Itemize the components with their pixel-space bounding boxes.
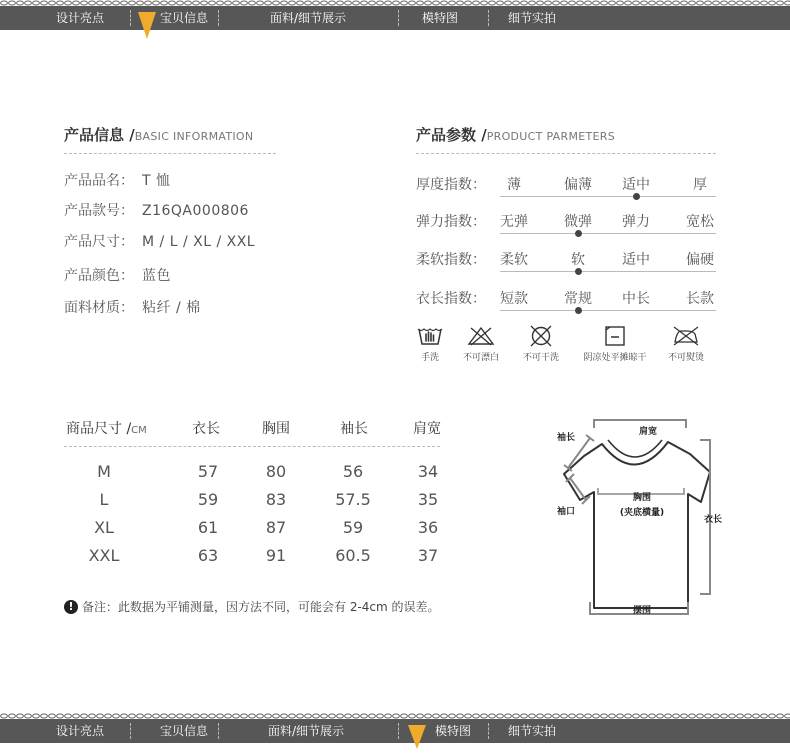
nav-tab-product-info[interactable]: 宝贝信息 bbox=[160, 724, 209, 738]
param-scale-line bbox=[500, 310, 716, 311]
size-value-cell: 59 bbox=[197, 490, 219, 509]
top-nav bbox=[0, 0, 790, 30]
size-note: ! 备注：此数据为平铺测量，因方法不同，可能会有 2-4cm 的误差。 bbox=[64, 598, 440, 615]
param-option: 弹力 bbox=[622, 214, 650, 230]
param-scale-line bbox=[500, 271, 716, 272]
col-header-sleeve: 袖长 bbox=[340, 421, 368, 437]
size-value-cell: 35 bbox=[417, 490, 439, 509]
size-value-cell: 57 bbox=[197, 462, 219, 481]
param-option: 薄 bbox=[507, 177, 521, 193]
param-selected-dot bbox=[575, 268, 582, 275]
nav-tab-model[interactable]: 模特图 bbox=[435, 724, 472, 738]
param-option: 适中 bbox=[622, 177, 650, 193]
param-selected-dot bbox=[575, 307, 582, 314]
dry-flat-shade-icon bbox=[603, 325, 627, 347]
bottom-nav bbox=[0, 713, 790, 743]
col-header-chest: 胸围 bbox=[262, 421, 290, 437]
param-option: 偏薄 bbox=[564, 177, 592, 193]
info-row-name: 产品品名： T 恤 bbox=[64, 173, 171, 189]
param-label: 厚度指数： bbox=[416, 177, 486, 193]
size-value-cell: 87 bbox=[265, 518, 287, 537]
label-length: 衣长 bbox=[703, 515, 723, 525]
size-label-cell: L bbox=[99, 490, 109, 509]
size-value-cell: 80 bbox=[265, 462, 287, 481]
nav-tab-fabric[interactable]: 面料/细节展示 bbox=[268, 724, 345, 738]
tshirt-measure-diagram bbox=[550, 414, 730, 624]
size-value-cell: 60.5 bbox=[335, 546, 371, 565]
param-label: 弹力指数： bbox=[416, 214, 486, 230]
param-option: 厚 bbox=[693, 177, 707, 193]
param-option: 适中 bbox=[622, 252, 650, 268]
param-option: 无弹 bbox=[500, 214, 528, 230]
care-dry-flat-shade: 阴凉处平摊晾干 bbox=[575, 325, 655, 363]
nav-tab-details[interactable]: 细节实拍 bbox=[508, 724, 557, 738]
label-shoulder: 肩宽 bbox=[638, 427, 658, 437]
warning-icon: ! bbox=[64, 600, 78, 614]
size-value-cell: 57.5 bbox=[335, 490, 371, 509]
col-header-length: 衣长 bbox=[192, 421, 220, 437]
no-iron-icon bbox=[671, 325, 701, 347]
label-hem: 摆围 bbox=[632, 606, 652, 616]
label-chest-note: (夹底横量) bbox=[619, 508, 665, 518]
size-table-header-label: 商品尺寸 /CM bbox=[66, 421, 147, 437]
active-tab-arrow bbox=[408, 725, 426, 749]
care-no-iron: 不可熨烫 bbox=[662, 325, 710, 363]
size-label-cell: XXL bbox=[88, 546, 120, 565]
care-no-dry-clean: 不可干洗 bbox=[516, 325, 566, 363]
label-cuff: 袖口 bbox=[556, 507, 576, 517]
care-no-bleach: 不可漂白 bbox=[457, 325, 505, 363]
nav-tab-design[interactable]: 设计亮点 bbox=[56, 724, 105, 738]
info-row-style-no: 产品款号： Z16QA000806 bbox=[64, 203, 249, 219]
param-option: 常规 bbox=[564, 291, 592, 307]
product-info-heading: 产品信息 /BASIC INFORMATION bbox=[64, 126, 254, 144]
hand-wash-icon bbox=[417, 325, 443, 347]
size-value-cell: 56 bbox=[342, 462, 364, 481]
size-value-cell: 63 bbox=[197, 546, 219, 565]
col-header-shoulder: 肩宽 bbox=[413, 421, 441, 437]
nav-tab-product-info[interactable]: 宝贝信息 bbox=[160, 11, 209, 25]
param-option: 柔软 bbox=[500, 252, 528, 268]
size-label-cell: M bbox=[97, 462, 111, 481]
nav-tab-model[interactable]: 模特图 bbox=[422, 11, 459, 25]
size-value-cell: 83 bbox=[265, 490, 287, 509]
size-value-cell: 61 bbox=[197, 518, 219, 537]
param-selected-dot bbox=[633, 193, 640, 200]
info-row-sizes: 产品尺寸： M / L / XL / XXL bbox=[64, 234, 256, 250]
param-option: 长款 bbox=[686, 291, 714, 307]
info-row-color: 产品颜色： 蓝色 bbox=[64, 268, 171, 284]
param-selected-dot bbox=[575, 230, 582, 237]
param-option: 中长 bbox=[622, 291, 650, 307]
size-value-cell: 37 bbox=[417, 546, 439, 565]
param-scale-line bbox=[500, 196, 716, 197]
param-label: 柔软指数： bbox=[416, 252, 486, 268]
param-scale-line bbox=[500, 233, 716, 234]
param-option: 软 bbox=[571, 252, 585, 268]
product-params-heading: 产品参数 /PRODUCT PARMETERS bbox=[416, 126, 615, 144]
no-bleach-icon bbox=[466, 325, 496, 347]
size-value-cell: 36 bbox=[417, 518, 439, 537]
size-value-cell: 91 bbox=[265, 546, 287, 565]
care-hand-wash: 手洗 bbox=[412, 325, 448, 363]
size-label-cell: XL bbox=[94, 518, 114, 537]
param-option: 短款 bbox=[500, 291, 528, 307]
param-option: 宽松 bbox=[686, 214, 714, 230]
param-option: 偏硬 bbox=[686, 252, 714, 268]
label-chest: 胸围 bbox=[632, 493, 652, 503]
info-row-material: 面料材质： 粘纤 / 棉 bbox=[64, 300, 201, 316]
nav-tab-details[interactable]: 细节实拍 bbox=[508, 11, 557, 25]
param-option: 微弹 bbox=[564, 214, 592, 230]
active-tab-arrow bbox=[138, 12, 156, 39]
nav-tab-fabric[interactable]: 面料/细节展示 bbox=[270, 11, 347, 25]
size-value-cell: 59 bbox=[342, 518, 364, 537]
param-label: 衣长指数： bbox=[416, 291, 486, 307]
label-sleeve: 袖长 bbox=[556, 433, 576, 443]
size-value-cell: 34 bbox=[417, 462, 439, 481]
no-dry-clean-icon bbox=[529, 325, 553, 347]
nav-tab-design[interactable]: 设计亮点 bbox=[56, 11, 105, 25]
